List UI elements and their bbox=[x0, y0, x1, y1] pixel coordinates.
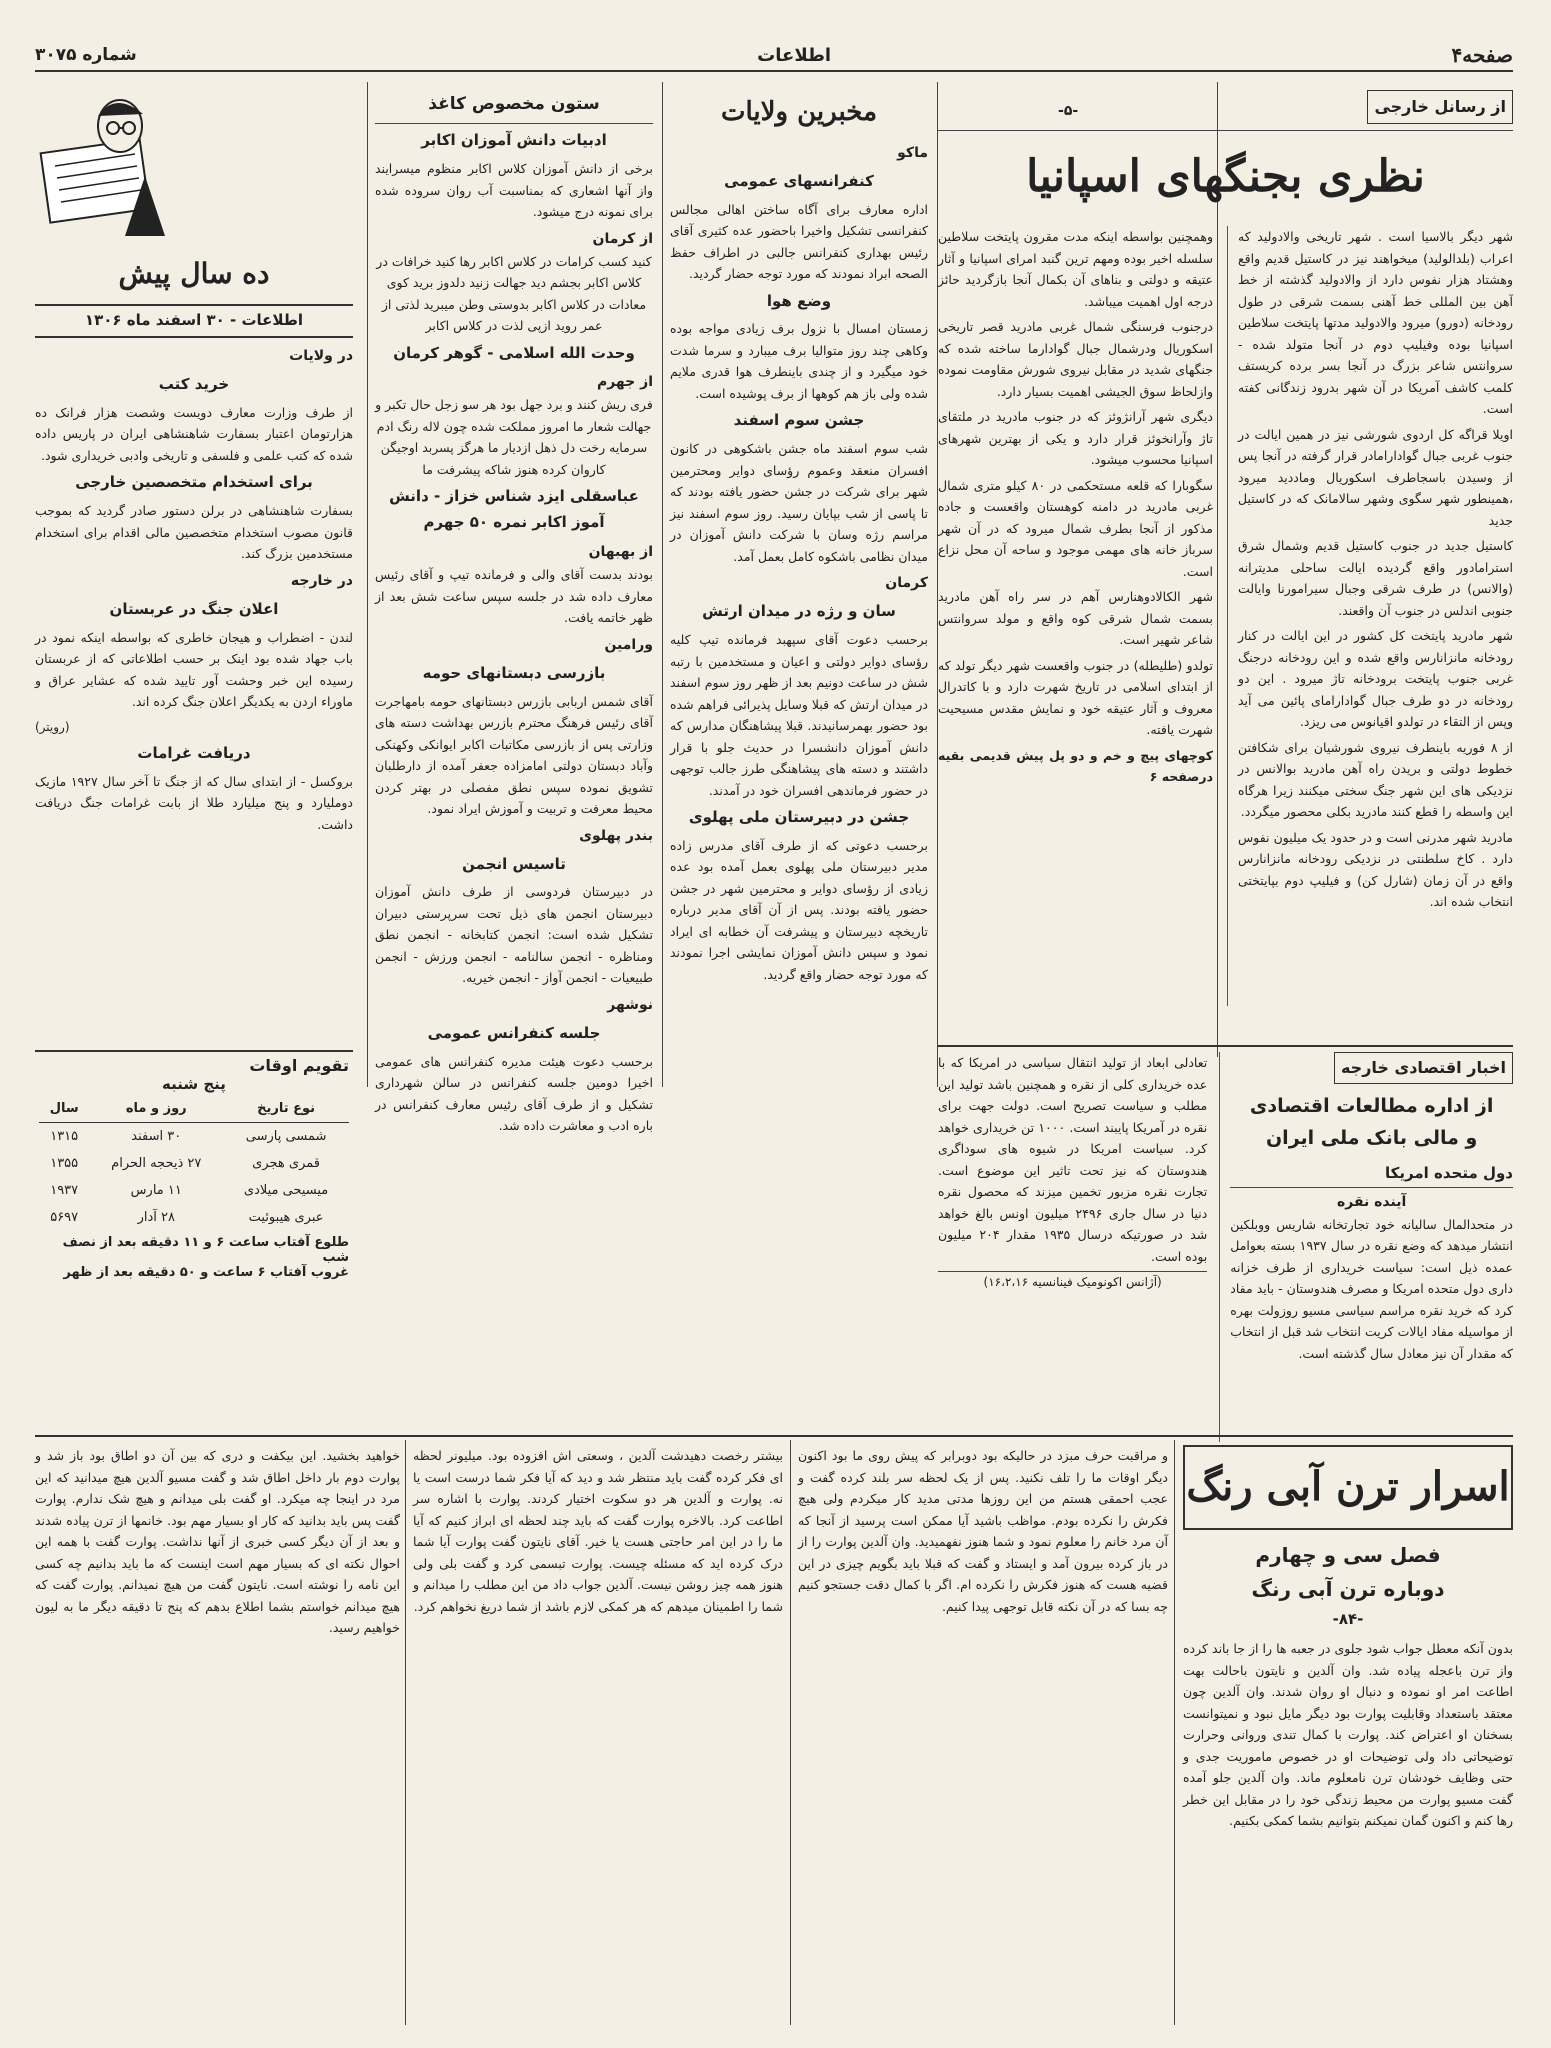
calendar-header: سال bbox=[39, 1095, 89, 1123]
economy-country: دول متحده امریکا bbox=[1230, 1161, 1513, 1188]
lead-paragraph: از ۸ فوریه باینطرف نیروی شورشیان برای شکافتن خطوط دولتی و بریدن راه آهن مادرید بوالانس در نزدیکی های این شهر جنگ سختی میکنند زیرا هرگاه این واسطه را قطع کنند مادرید بکلی محصور میگردد. bbox=[1238, 739, 1514, 820]
serial-text: خواهید بخشید. این بیکفت و دری که بین آن دو اطاق بود باز شد و پوارت دوم بار داخل اطاق شد و گفت مسیو آلدین هیچ میدانید که این مرد در اینجا چه میکرد. او گفت بلی میدانم و هیچ شک ندارم. پوارت گفت پس باید بدانید که کار او بسیار مهم بود. خانمها از ترن پیاده شدند و بعد از آن دیگر کسی خبری از آنها نداشت. پوارت گفت با همه این احوال نکته ای که بسیار مهم است اینست که ما باید بدانیم چه کسی این نامه را نوشته است. نایتون گفت من هیچ نمیدانم. پوارت گفت که هیچ میدانم خواستم بشما اطلاع بدهم که پنج تا دقیقه دیگر ما به لیون خواهیم رسید. bbox=[35, 1448, 400, 1635]
place-name: ماکو bbox=[897, 144, 928, 161]
calendar-cell: قمری هجری bbox=[252, 1156, 320, 1171]
sunrise-line: طلوع آفتاب ساعت ۶ و ۱۱ دقیقه بعد از نصف شب bbox=[62, 1235, 349, 1265]
calendar-row bbox=[39, 1177, 349, 1204]
section-heading: جلسه کنفرانس عمومی bbox=[427, 1023, 601, 1042]
section-heading: وضع هوا bbox=[766, 291, 832, 310]
lead-paragraph: کاستیل جدید در جنوب کاستیل قدیم وشمال شرق استرامادور واقع گردیده ایالت ساحلی مدیترانه (والانس) در طرف شرقی وجبال سیرامورنا وایالت جنوبی اندلس در جنوب آن واقعند. bbox=[1238, 538, 1513, 618]
calendar-cell: ۵۶۹۷ bbox=[50, 1210, 79, 1225]
economy-text: در متحدالمال سالیانه خود تجارتخانه شاریس ووبلکین انتشار میدهد که وضع نقره در سال ۱۹۳۷ بسته بعوامل عمده ذیل است: سیاست خریداری از طرف خزانه داری دول متحده امریکا و مصرف هندوستان - باید مفاد کرد که خرید نقره مراسم سیاسی مسیو روزولت بهره از مواسیله مفاد ایالات کریت انتخاب شد قبل از انتخاب که مقدار آن نیز معادل سال گذشته است. bbox=[1230, 1216, 1514, 1361]
section-heading: بازرسی دبستانهای حومه bbox=[422, 663, 606, 682]
serial-episode: -۸۴- bbox=[1332, 1609, 1364, 1628]
lead-article bbox=[938, 90, 1513, 1040]
item-text: از طرف وزارت معارف دویست وشصت هزار فرانک ده هزارتومان اعتبار بسفارت شاهنشاهی ایران در پاریس داده شده که کتب علمی و فلسفی و تاریخی وادبی خریداری شود. bbox=[35, 404, 353, 463]
poem-text: فری ریش کنند و برد جهل بود هر سو زجل حال تکبر و جهالت شعار ما امروز مملکت شده چون لاله رنگ ادم سرمایه رخت دل ذهل ازدیار ما هرگز پسربد اوجیگن کاروان کرده هنوز شاکه پیشرفت ما bbox=[375, 397, 653, 477]
section-text: اداره معارف برای آگاه ساختن اهالی مجالس کنفرانسی تشکیل واخیرا باحضور عده کثیری آقای رئیس بهداری کنفرانس جالبی در اطراف حفظ الصحه ابراد نمودند که مورد توجه حضار گردید. bbox=[670, 201, 928, 282]
lead-paragraph: درجنوب فرسنگی شمال غربی مادرید قصر تاریخی اسکوریال ودرشمال جبال گوادارما ساخته شده که جنگهای شدید در مقابل نیروی شورش مقاومت نموده وازلحاظ سوق الجیشی اهمیت بسیار دارد. bbox=[938, 319, 1213, 399]
economy-footer: (آژانس اکونومیک فینانسیه ۱۶،۲،۱۶) bbox=[938, 1271, 1207, 1293]
issue-label: شماره ۳۰۷۵ bbox=[35, 45, 137, 65]
serial-column bbox=[35, 1445, 400, 2025]
calendar-cell: ۱۳۱۵ bbox=[50, 1129, 79, 1144]
newspaper-page bbox=[35, 40, 1513, 2030]
province-section bbox=[670, 289, 928, 405]
item-signature: (رویتر) bbox=[35, 719, 70, 734]
section-heading: ادبیات دانش آموزان اکابر bbox=[421, 131, 607, 150]
lead-paragraph: اویلا قراگه کل اردوی شورشی نیز در همین ایالت در جنوب غربی جبال گوادارامادر قرار گرفته در آنجا پس از وسیدن باسجاطرف اسکوریال وماددید میرود ،همینطور شهر سگوی وشهر سالامانک که در کاستیل جدید bbox=[1238, 426, 1513, 528]
page-mark: -۵- bbox=[1058, 103, 1079, 120]
paper-name: اطلاعات bbox=[757, 44, 832, 66]
section-heading: سان و رژه در میدان ارتش bbox=[702, 602, 896, 621]
calendar-table bbox=[39, 1095, 349, 1231]
calendar-day: پنج شنبه bbox=[162, 1075, 226, 1093]
calendar-row bbox=[39, 1150, 349, 1177]
calendar-row bbox=[39, 1204, 349, 1231]
lead-paragraph: تولدو (طلیطله) در جنوب واقعست شهر دیگر تولد که از ابتدای اسلامی در تاریخ شهرت دارد و با کاتدرال معروف و آثار عتیقه خود و نمایش مقدس مسیحیت شهرت یافته. bbox=[938, 657, 1213, 738]
calendar-cell: ۲۸ آدار bbox=[137, 1210, 175, 1225]
province-section bbox=[670, 805, 928, 985]
place-name: بندر پهلوی bbox=[579, 827, 653, 844]
section-label: در خارجه bbox=[290, 572, 353, 589]
place-name: کرمان bbox=[885, 575, 928, 592]
section-text: برحسب دعوت هیئت مدیره کنفرانس های عمومی اخیرا دومین جلسه کنفرانس در سالن شهرداری تشکیل و از طرف آقای رئیس معارف کنفرانس در باره ادب و معاشرت داده شد. bbox=[375, 1053, 653, 1134]
section-heading: کنفرانسهای عمومی bbox=[724, 171, 874, 190]
ten-years-title: ده سال پیش bbox=[118, 257, 270, 290]
reader-illustration bbox=[35, 86, 175, 246]
item-heading: دریافت غرامات bbox=[137, 744, 251, 763]
serial-text: بیشتر رخصت دهیدشت آلدین ، وسعتی اش افزوده بود. میلیونر لحظه ای فکر کرده گفت باید منتظر شد و دید که آیا فکر شما درست است یا نه. پوارت و آلدین هر دو سکوت اختیار کردند. پوارت با اشاره سر اطاعت کرد. بالاخره پوارت گفت که باید چند لحظه ای ابراز کنیم که آیا ما را در این امر حاجتی هست یا خیر. آقای نایتون گفت پوارت آیا شما درک کرده اید که مسئله چیست. پوارت تبسمی کرد و گفت بلی ولی هنوز همه چیز روشن نیست. آلدین جواب داد من این مطلب را میدانم و شما را اطمینان میدهم که هر کمکی لازم باشد از شما دریغ نخواهم کرد. bbox=[413, 1448, 783, 1614]
lead-paragraph: شهر دیگر بالاسیا است . شهر تاریخی والادولید که اعراب (بلدالولید) میخواهند نیز در کاستیل قدیم واقع وهشتاد هزار نفوس دارد از والادولید گذشته از خط آهن بین المللی خط آهنی بسمت شرقی در طول رودخانه (دورو) میرود والادولید مدتها پایتخت سلاطین اسپانیا بوده وفیلیپ دوم در آنجا متولد شده - سروانتس شاعر بزرگ در آنجا بسر برده کریستف کلمب کاشف آمریکا در آن شهر بدرود زندگانی کفته است. bbox=[1238, 229, 1513, 417]
ten-years-date: اطلاعات - ۳۰ اسفند ماه ۱۳۰۶ bbox=[35, 304, 353, 338]
economy-section-label: اخبار اقتصادی خارجه bbox=[1334, 1052, 1513, 1084]
writers-title: ستون مخصوص کاغذ bbox=[375, 90, 653, 124]
sunset-line: غروب آفتاب ۶ ساعت و ۵۰ دقیقه بعد از ظهر bbox=[63, 1265, 349, 1280]
provinces-column bbox=[670, 90, 928, 1080]
signature: وحدت الله اسلامی - گوهر کرمان bbox=[393, 343, 635, 362]
lead-paragraph: دیگری شهر آرانژوئز که در جنوب مادرید در ملتقای تاژ وآرانخوئز قرار دارد و یکی از بهترین شهرهای اسپانیا محسوب میشود. bbox=[938, 409, 1213, 468]
economy-section bbox=[938, 1052, 1513, 1442]
serial-text: بدون آنکه معطل جواب شود جلوی در جعبه ها را از جا باند کرده واز ترن باعجله پیاده شد. وان آلدین و نایتون باحالت بهت اطاعت امر او نموده و دنبال او روان شدند. وان آلدین چون معتقد باستعداد وقابلیت پوارت بود دیگر مایل نبود و نمیتوانست بسخنان او اعتراض کند. پوارت با کمال تندی وروانی وحرارت توضیحاتی داد ولی توضیحات او در خصوص ماموریت جدی و حتی وظایف خودشان ترن نامعلوم ماند. وان آلدین جلو آمده گفت مسیو پوارت من محیط زندگی خود را در مقابل این خطر رها کنم و اکنون گمان نمیکنم بتوانیم بشما کمکی بکنیم. bbox=[1183, 1641, 1513, 1829]
section-label: از رسانل خارجی bbox=[1367, 90, 1513, 124]
place-name: از کرمان bbox=[592, 230, 653, 247]
item-heading: اعلان جنگ در عربستان bbox=[109, 599, 279, 618]
section-text: آقای شمس اربابی بازرس دبستانهای حومه بامهاجرت آقای رئیس فرهنگ محترم بازرس بهداشت دسته های وزارتی پس از بازرسی مکاتبات اکابر ایوانکی وکهنکی وآباد دبستان دولتی امامزاده جعفر آمده از دارطلبان تشویق نموده سپس نطق مفصلی در بهتر کردن محیط معرفت و تربیت و آموزش ایراد نمود. bbox=[375, 693, 653, 817]
place-name: ورامین bbox=[604, 636, 653, 653]
serial-story bbox=[1183, 1445, 1513, 2025]
item-text: بسفارت شاهنشاهی در برلن دستور صادر گردید که بموجب قانون مصوب استخدام متخصصین مالی اقدام برای استخدام مستخدمین بزرگ کند. bbox=[35, 503, 353, 562]
signature: عباسقلی ایزد شناس خزاز - دانش آموز اکابر نمره ۵۰ جهرم bbox=[389, 487, 639, 532]
section-text: زمستان امسال با نزول برف زیادی مواجه بوده وکاهی چند روز متوالیا برف میبارد و سرما شدت خود میگیرد و از چندی باینطرف هوا قدری ملایم شده ولی باز هم کوهها از برف پوشیده است. bbox=[670, 321, 928, 401]
economy-subhead: آینده نقره bbox=[1336, 1193, 1407, 1210]
calendar-cell: ۱۳۵۵ bbox=[50, 1156, 79, 1171]
section-heading: تاسیس انجمن bbox=[462, 854, 566, 873]
section-text: در دبیرستان فردوسی از طرف دانش آموزان دبیرستان انجمن های ذیل تحت سرپرستی دبیران تشکیل شده است: انجمن کتابخانه - انجمن نطق ومناظره - انجمن سالنامه - انجمن ورزش - انجمن طبیعیات - انجمن آواز - انجمن خیریه. bbox=[375, 884, 653, 986]
lead-col-left bbox=[938, 226, 1213, 1006]
section-label: در ولایات bbox=[289, 347, 353, 364]
place-name: نوشهر bbox=[607, 996, 653, 1013]
calendar-title: تقویم اوقات bbox=[249, 1056, 349, 1075]
economy-title-2: و مالی بانک ملی ایران bbox=[1265, 1127, 1478, 1150]
section-text: شب سوم اسفند ماه جشن باشکوهی در کانون افسران منعقد وعموم رؤسای دوایر ومحترمین شهر برای شرکت در جشن حضور یافته بودند که تا پاسی از شب بپایان رسید. روز سوم اسفند نیز مراسم رژه وسان با شرکت دانش آموزان در میدان نظامی باشکوه کامل بعمل آمد. bbox=[670, 441, 928, 564]
masthead bbox=[35, 40, 1513, 72]
province-section bbox=[670, 571, 928, 801]
lead-col-right bbox=[1227, 226, 1513, 1006]
provinces-title: مخبرین ولایات bbox=[721, 97, 877, 127]
item-heading: خرید کتب bbox=[158, 375, 230, 394]
item-heading: برای استخدام متخصصین خارجی bbox=[75, 473, 313, 492]
section-text: بودند بدست آقای والی و فرمانده تیپ و آقای رئیس معارف داده شد در جلسه سپس ساعت شش بعد از ظهر خاتمه یافت. bbox=[375, 567, 653, 626]
lead-title: نظری بجنگهای اسپانیا bbox=[1026, 150, 1425, 202]
calendar-cell: ۳۰ اسفند bbox=[131, 1129, 182, 1144]
serial-subtitle: دوباره ترن آبی رنگ bbox=[1251, 1577, 1445, 1602]
place-name: از بهبهان bbox=[588, 544, 653, 561]
calendar-header: روز و ماه bbox=[89, 1095, 223, 1123]
calendar-box bbox=[35, 1050, 353, 1295]
section-text: برخی از دانش آموزان کلاس اکابر منظوم میسرایند واز آنها اشعاری که بمناسبت آب روان سروده شده برای نمونه درج میشود. bbox=[375, 161, 653, 220]
calendar-header: نوع تاریخ bbox=[223, 1095, 349, 1123]
item-text: لندن - اضطراب و هیجان خاطری که بواسطه اینکه نمود در باب جهاد شده بود اینک بر حسب اطلاعاتی که از عربستان رسیده این خبر وحشت آور تایید شده که عشایر عراق و ماوراء اردن به یکدیگر اعلان جنگ کرده اند. bbox=[35, 629, 353, 709]
province-section bbox=[670, 408, 928, 567]
serial-text: و مراقبت حرف مبزد در حالیکه بود دوبرابر که پیش روی ما بود اکنون دیگر اوقات ما را تلف نکنید. پس از یک لحظه سر بلند کرده گفت و عجب احمقی هستم من این روزها مدتی مدید کار میکردم ولی هیچ فکرش را نکرده بودم. مواظب باشید آیا ممکن است پرسید از آنجا که آن مرد خانم را معلوم نمود و شما هنوز نفهمیدید. وان آلدین پوارت را از در باز کرده بیرون آمد و ایستاد و گفت که قبلا باید بگویم چیزی در این قضیه هست که هنوز فکرش را نکرده ام. اگر با کمال دقت جستجو کنیم چه بسا که در آن نکته قابل توجهی پیدا کنیم. bbox=[798, 1448, 1168, 1614]
serial-title: اسرار ترن آبی رنگ bbox=[1183, 1445, 1513, 1530]
calendar-cell: میسیحی میلادی bbox=[243, 1183, 329, 1198]
calendar-cell: شمسی پارسی bbox=[245, 1129, 327, 1144]
calendar-cell: ۲۷ ذیحجه الحرام bbox=[111, 1156, 202, 1171]
page-label: صفحه۴ bbox=[1451, 43, 1513, 67]
serial-column bbox=[798, 1445, 1168, 2025]
calendar-cell: عبری هیبوئیت bbox=[248, 1210, 324, 1225]
item-text: بروکسل - از ابتدای سال که از جنگ تا آخر سال ۱۹۲۷ مازیک دوملیارد و پنج میلیارد طلا از بابت غرامات جنگ دریافت داشت. bbox=[35, 773, 353, 832]
section-text: برحسب دعوتی که از طرف آقای مدرس زاده مدیر دبیرستان ملی پهلوی بعمل آمده بود عده زیادی از رؤسای دوایر و محترمین شهر در جشن حضور یافته بودند. پس از آن آقای مدیر درباره تاریخچه دبیرستان و پیشرفت آن خطابه ای ایراد نمود و سپس دانش آموزان نمایشی اجرا نمودند که مورد توجه حضار واقع گردید. bbox=[670, 837, 928, 982]
section-heading: جشن سوم اسفند bbox=[733, 411, 865, 430]
calendar-row bbox=[39, 1123, 349, 1151]
section-heading: جشن در دبیرستان ملی پهلوی bbox=[688, 808, 910, 827]
lead-paragraph: مادرید شهر مدرنی است و در حدود یک میلیون نفوس دارد . کاخ سلطنتی در نزدیکی رودخانه مانزانارس واقع در آن زمان (شارل کن) و فیلیپ دوم بپایتختی انتخاب شده اند. bbox=[1238, 829, 1513, 910]
province-section bbox=[670, 141, 928, 285]
poem-text: کنید کسب کرامات در کلاس اکابر رها کنید خرافات در کلاس اکابر بجشم دید جهالت زنید دلدوز برید کوی معادات در کلاس اکابر بدوستی وطن میبرید لذتی از عمر روید ازپی لذت در کلاس اکابر bbox=[376, 253, 652, 334]
lead-paragraph: شهر الکالادوهنارس آهم در سر راه آهن مادرید بسمت شمال شرقی کوه واقع و مولد سروانتس شاعر شهیر است. bbox=[938, 589, 1213, 648]
lead-paragraph: سگوبارا که قلعه مستحکمی در ۸۰ کیلو متری شمال غربی مادرید در دامنه کوهستان واقعست و جاده مذکور از آنجا بطرف شمال میرود که در آن شهر سرباز خانه های مهمی موجود و ساحه آن محل نزاع است. bbox=[938, 477, 1213, 579]
lead-paragraph: شهر مادرید پایتخت کل کشور در این ایالت در کنار رودخانه مانزانارس واقع شده و این رودخانه درجنگ غربی جنوب پایتخت برودخانه تاژ میرود . این دو رودخانه در دو طرف جبال گوادارامای پائین می آید وپس از التقاء در تولدو اقیانوس می ریزد. bbox=[1238, 628, 1513, 730]
serial-column bbox=[413, 1445, 783, 2025]
calendar-cell: ۱۹۳۷ bbox=[50, 1183, 79, 1198]
section-text: برحسب دعوت آقای سپهبد فرمانده تیپ کلیه رؤسای دوایر دولتی و اعیان و مستخدمین با رتبه شش در ساعت دونیم بعد از ظهر روز سوم اسفند در میدان ارتش که قبلا وسایل پذیرائی فراهم شده بود حضور بهمرسانیدند. قبلا پیشاهنگان مدارس که دانش آموزان دانشسرا در حدیث جلو با قرار داشتند و دسته های پیشاهنگی طرز جالب توجهی در حضور فرماندهی افسران خود در آمدند. bbox=[670, 632, 928, 798]
economy-text: تعادلی ابعاد از تولید انتقال سیاسی در امریکا که با عده خریداری کلی از نقره و همچنین باشد تولید این مطلب و سیاست تصریح است. دولت جهت برای نقره در آمریکا پایبند است. ۱۰۰۰ تن خریداری خواهد کرد. سیاست امریکا در شیوه های سوداگری هندوستان که نیز تحت تاثیر این موضوع است. تجارت نقره مزبور تخمین میزند که محصول نقره دنیا در سال جاری ۲۴۹۶ میلیون اونس بالغ خواهد شد در صورتیکه درسال ۱۹۳۵ مقدار ۲۰۴ میلیون بوده است. bbox=[938, 1055, 1208, 1264]
serial-chapter: فصل سی و چهارم bbox=[1255, 1542, 1441, 1567]
continued-note: کوچهای پیچ و خم و دو پل پیش قدیمی بقیه درصفحه ۶ bbox=[938, 747, 1213, 785]
writers-column bbox=[375, 90, 653, 1134]
sidebar-ten-years-ago bbox=[35, 80, 353, 1080]
place-name: از جهرم bbox=[596, 374, 653, 391]
calendar-cell: ۱۱ مارس bbox=[130, 1183, 182, 1198]
economy-title-1: از اداره مطالعات اقتصادی bbox=[1249, 1094, 1494, 1117]
lead-paragraph: وهمچنین بواسطه اینکه مدت مقرون پایتخت سلاطین سلسله اخیر بوده ومهم ترین گنبد امرای اسپانیا و آثار عتیقه و دولتی و بناهای آن بکمال آنجا بازگردید حائز درجه اول اهمیت میباشد. bbox=[938, 229, 1213, 309]
